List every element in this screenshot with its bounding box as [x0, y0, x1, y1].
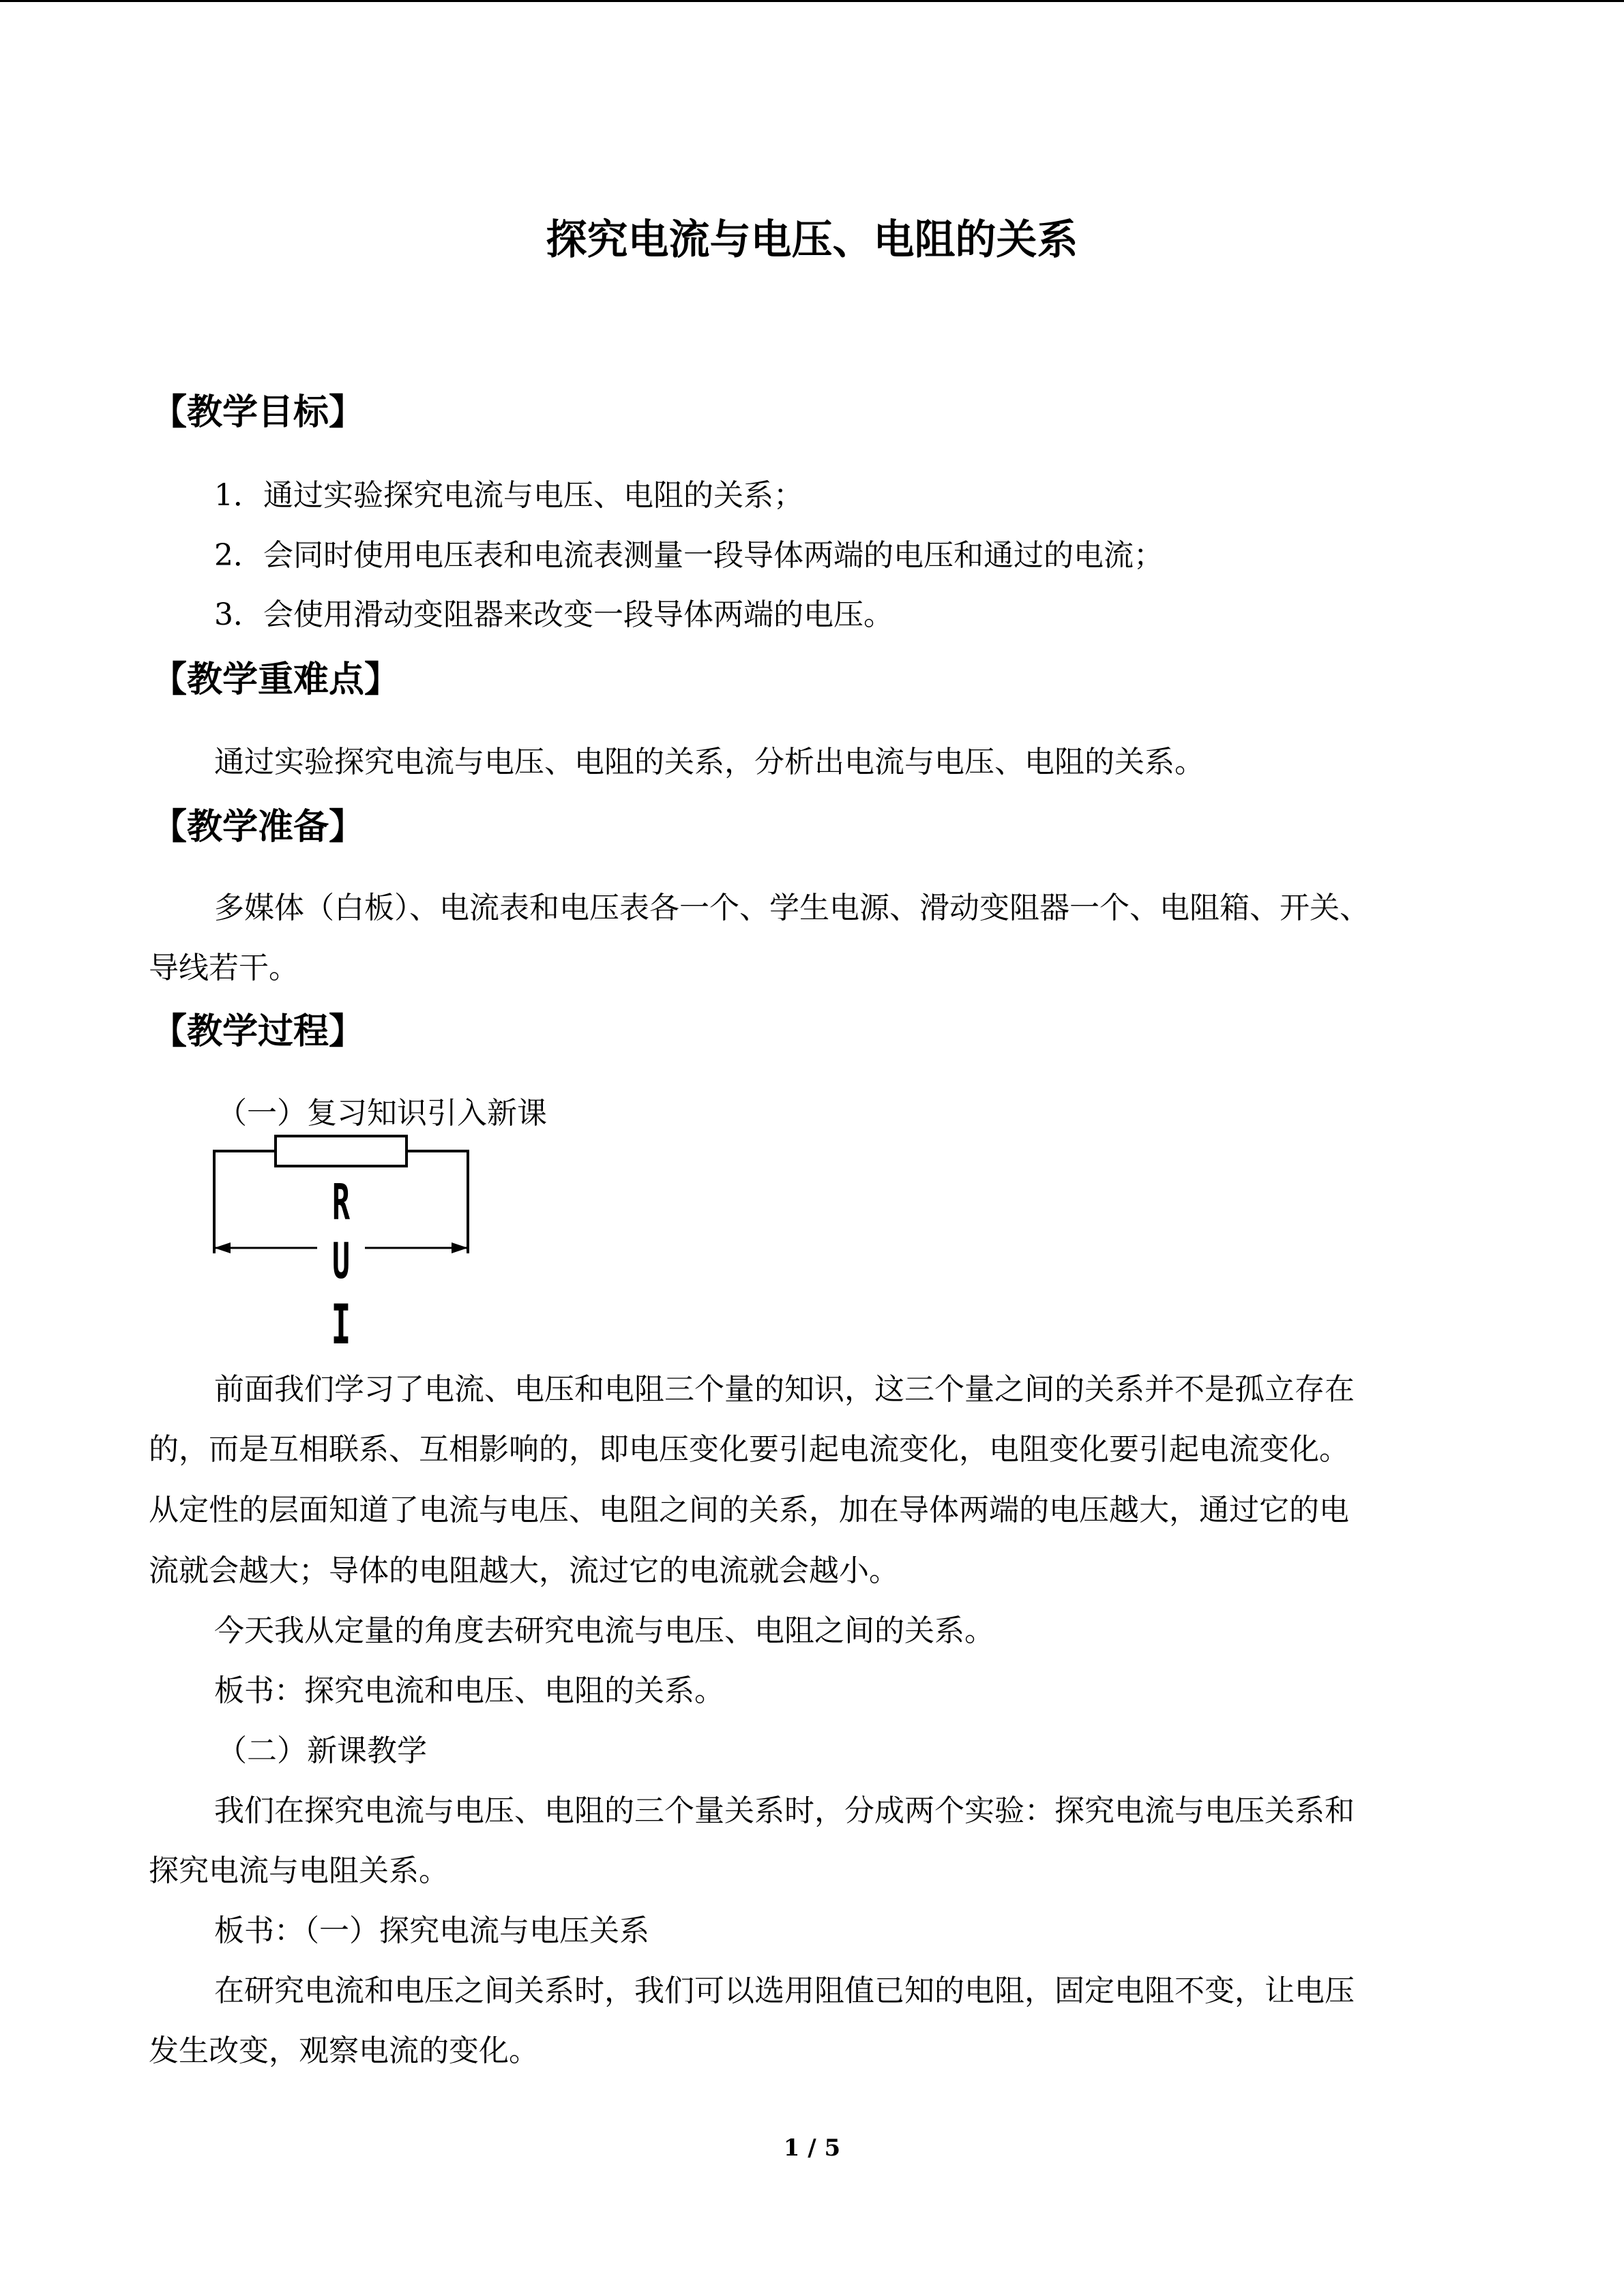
subsection-new-lesson: （二）新课教学: [217, 1733, 427, 1768]
key-points-text: 通过实验探究电流与电压、电阻的关系，分析出电流与电压、电阻的关系。: [214, 745, 1205, 779]
left-arrow-head: [214, 1242, 231, 1253]
paragraph-4-line-2: 发生改变，观察电流的变化。: [149, 2033, 539, 2068]
board-note-2: 板书：（一）探究电流与电压关系: [214, 1913, 649, 1948]
left-wire: [214, 1151, 276, 1253]
objective-item-2: 2．会同时使用电压表和电流表测量一段导体两端的电压和通过的电流；: [214, 538, 1164, 573]
page-number: 1 / 5: [783, 2134, 841, 2162]
paragraph-3-line-2: 探究电流与电阻关系。: [149, 1853, 449, 1888]
right-arrow-head: [452, 1242, 468, 1253]
board-note-1: 板书：探究电流和电压、电阻的关系。: [214, 1673, 724, 1708]
paragraph-4-line-1: 在研究电流和电压之间关系时，我们可以选用阻值已知的电阻，固定电阻不变，让电压: [214, 1973, 1355, 2008]
letter-i: I: [331, 1293, 351, 1357]
paragraph-2: 今天我从定量的角度去研究电流与电压、电阻之间的关系。: [214, 1613, 994, 1648]
paragraph-1-line-2: 的，而是互相联系、互相影响的，即电压变化要引起电流变化，电阻变化要引起电流变化。: [149, 1432, 1349, 1467]
page-title: 探究电流与电压、电阻的关系: [546, 216, 1078, 264]
resistor-box: [276, 1136, 407, 1166]
rui-circuit-diagram: [205, 1132, 477, 1357]
letter-r: R: [331, 1174, 351, 1232]
right-wire: [407, 1151, 468, 1253]
section-heading-objectives: 【教学目标】: [151, 391, 365, 433]
section-heading-preparation: 【教学准备】: [151, 806, 365, 848]
top-border-line: [0, 0, 1624, 2]
preparation-line-2: 导线若干。: [149, 951, 299, 985]
objective-item-3: 3．会使用滑动变阻器来改变一段导体两端的电压。: [214, 597, 894, 632]
paragraph-1-line-4: 流就会越大；导体的电阻越大，流过它的电流就会越小。: [149, 1553, 899, 1588]
objective-item-1: 1．通过实验探究电流与电压、电阻的关系；: [214, 478, 803, 513]
paragraph-3-line-1: 我们在探究电流与电压、电阻的三个量关系时，分成两个实验：探究电流与电压关系和: [214, 1793, 1355, 1828]
preparation-line-1: 多媒体（白板）、电流表和电压表各一个、学生电源、滑动变阻器一个、电阻箱、开关、: [214, 891, 1370, 925]
section-heading-key-points: 【教学重难点】: [151, 659, 400, 700]
letter-u: U: [331, 1233, 351, 1291]
paragraph-1-line-3: 从定性的层面知道了电流与电压、电阻之间的关系，加在导体两端的电压越大，通过它的电: [149, 1493, 1349, 1527]
section-heading-process: 【教学过程】: [151, 1011, 365, 1052]
subsection-review: （一）复习知识引入新课: [217, 1096, 547, 1131]
paragraph-1-line-1: 前面我们学习了电流、电压和电阻三个量的知识，这三个量之间的关系并不是孤立存在: [214, 1372, 1355, 1407]
